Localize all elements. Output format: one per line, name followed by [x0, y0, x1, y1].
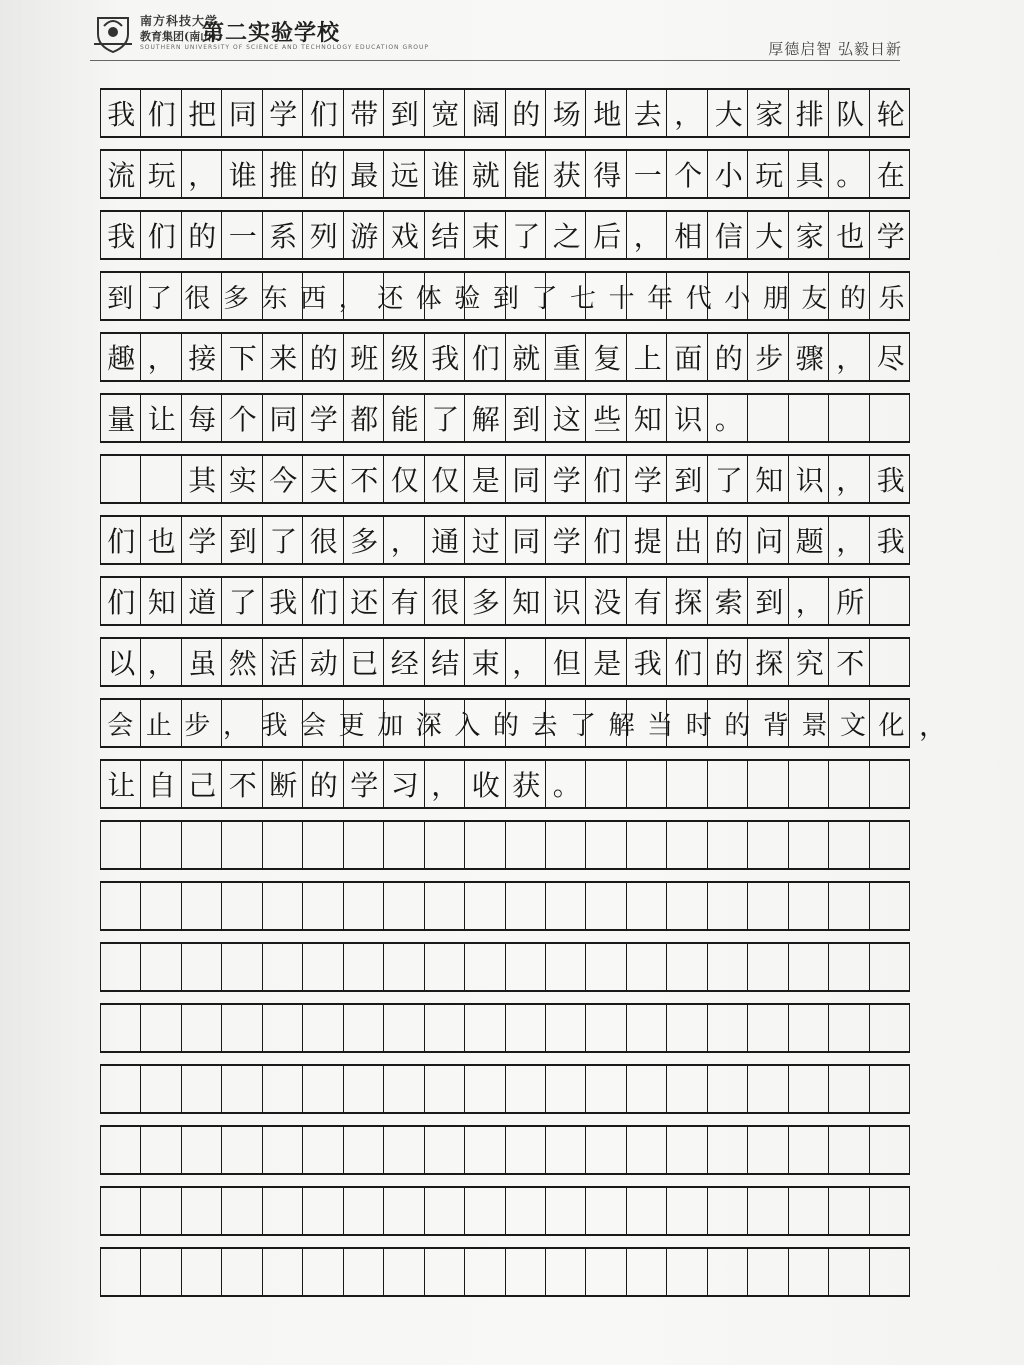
grid-cell — [829, 944, 869, 990]
school-header — [0, 0, 1024, 70]
grid-cell — [344, 822, 384, 868]
grid-cell — [344, 1249, 384, 1295]
grid-row — [100, 881, 910, 931]
grid-row — [100, 1186, 910, 1236]
grid-cell — [263, 822, 303, 868]
grid-cell — [870, 1066, 910, 1112]
grid-cell — [627, 1127, 667, 1173]
grid-cell — [506, 1066, 546, 1112]
writing-grid — [100, 88, 948, 1308]
grid-cell — [789, 1188, 829, 1234]
grid-cell — [465, 1066, 505, 1112]
grid-cell — [263, 1249, 303, 1295]
grid-cell — [344, 883, 384, 929]
grid-cell — [708, 1127, 748, 1173]
grid-cell — [425, 1249, 465, 1295]
grid-cell — [708, 883, 748, 929]
grid-row — [100, 454, 910, 504]
grid-cell — [586, 883, 626, 929]
grid-cell — [789, 1005, 829, 1051]
grid-cell — [263, 1066, 303, 1112]
grid-row — [100, 271, 910, 321]
grid-cell — [101, 944, 141, 990]
school-logo-icon — [90, 8, 136, 54]
grid-cell — [627, 1066, 667, 1112]
grid-cell — [465, 1127, 505, 1173]
grid-cell — [829, 1066, 869, 1112]
grid-cell — [465, 883, 505, 929]
grid-cell — [303, 1188, 343, 1234]
grid-cell — [384, 1066, 424, 1112]
grid-row — [100, 759, 910, 809]
grid-cell — [667, 822, 707, 868]
grid-cell — [101, 1127, 141, 1173]
grid-cell — [506, 1188, 546, 1234]
grid-cell — [141, 1127, 181, 1173]
grid-cell — [667, 1188, 707, 1234]
grid-cell — [870, 883, 910, 929]
grid-cell — [546, 883, 586, 929]
grid-row — [100, 515, 910, 565]
grid-cell — [384, 944, 424, 990]
grid-row — [100, 637, 910, 687]
school-line-1: 南方科技大学 — [140, 14, 219, 28]
grid-cell — [870, 822, 910, 868]
grid-cell — [748, 1188, 788, 1234]
grid-cell — [546, 944, 586, 990]
grid-row — [100, 149, 910, 199]
grid-cell — [789, 1249, 829, 1295]
grid-cell — [425, 883, 465, 929]
grid-cell — [667, 883, 707, 929]
grid-row — [100, 576, 910, 626]
grid-cell — [748, 1249, 788, 1295]
grid-cell — [789, 944, 829, 990]
grid-cell — [506, 1005, 546, 1051]
grid-row — [100, 698, 948, 748]
grid-cell — [870, 1249, 910, 1295]
grid-cell — [829, 1249, 869, 1295]
grid-cell — [789, 822, 829, 868]
grid-cell — [829, 822, 869, 868]
grid-cell — [101, 1188, 141, 1234]
grid-cell — [303, 944, 343, 990]
grid-cell — [182, 1005, 222, 1051]
grid-cell — [465, 944, 505, 990]
essay-line: 其 实 今 天 不 仅 仅 是 同 学 们 学 到 了 知 识 ， 我 — [188, 464, 905, 497]
grid-cell — [829, 1005, 869, 1051]
grid-cell — [546, 822, 586, 868]
grid-cell — [546, 1066, 586, 1112]
grid-row — [100, 393, 910, 443]
essay-line: 让 自 己 不 断 的 学 习 ， 收 获 。 — [107, 769, 581, 802]
grid-cell — [141, 1188, 181, 1234]
grid-cell — [182, 1188, 222, 1234]
grid-cell — [182, 822, 222, 868]
essay-line: 流 玩 ， 谁 推 的 最 远 谁 就 能 获 得 一 个 小 玩 具 。 在 — [107, 159, 905, 192]
grid-cell — [586, 1005, 626, 1051]
grid-cell — [586, 1249, 626, 1295]
grid-cell — [789, 1066, 829, 1112]
grid-cell — [384, 1249, 424, 1295]
grid-row — [100, 1125, 910, 1175]
grid-cell — [465, 1188, 505, 1234]
grid-cell — [708, 1188, 748, 1234]
essay-line: 以 ， 虽 然 活 动 已 经 结 束 ， 但 是 我 们 的 探 究 不 — [107, 647, 865, 680]
grid-cell — [222, 1005, 262, 1051]
grid-cell — [586, 1188, 626, 1234]
school-line-2: 教育集团(南山) — [140, 30, 217, 43]
grid-cell — [344, 1188, 384, 1234]
grid-cell — [506, 883, 546, 929]
school-motto: 厚德启智 弘毅日新 — [768, 40, 902, 58]
grid-cell — [870, 1005, 910, 1051]
grid-cell — [748, 883, 788, 929]
essay-line: 会 止 步 ， 我 会 更 加 深 入 的 去 了 解 当 时 的 背 景 文 化 — [107, 710, 905, 741]
grid-cell — [222, 1066, 262, 1112]
grid-cell — [667, 1127, 707, 1173]
grid-cell — [263, 883, 303, 929]
grid-cell — [627, 883, 667, 929]
grid-cell — [384, 1188, 424, 1234]
grid-cell — [222, 944, 262, 990]
grid-cell — [101, 883, 141, 929]
grid-cell — [384, 883, 424, 929]
grid-cell — [222, 883, 262, 929]
grid-cell — [141, 944, 181, 990]
grid-cell — [748, 1005, 788, 1051]
grid-cell — [303, 1066, 343, 1112]
grid-cell — [627, 1249, 667, 1295]
grid-row — [100, 210, 910, 260]
grid-cell — [870, 1127, 910, 1173]
grid-cell — [870, 1188, 910, 1234]
grid-cell — [101, 1249, 141, 1295]
grid-cell — [708, 1066, 748, 1112]
essay-line: 趣 ， 接 下 来 的 班 级 我 们 就 重 复 上 面 的 步 骤 ， 尽 — [107, 342, 905, 375]
grid-cell — [101, 1005, 141, 1051]
grid-cell — [182, 1127, 222, 1173]
grid-cell — [263, 944, 303, 990]
essay-line: 们 知 道 了 我 们 还 有 很 多 知 识 没 有 探 索 到 ， 所 — [107, 586, 865, 619]
essay-line: 我 们 把 同 学 们 带 到 宽 阔 的 场 地 去 ， 大 家 排 队 轮 — [107, 98, 905, 131]
grid-row — [100, 820, 910, 870]
grid-cell — [222, 1188, 262, 1234]
grid-cell — [182, 1249, 222, 1295]
grid-cell — [425, 1188, 465, 1234]
grid-cell — [303, 1249, 343, 1295]
grid-cell — [506, 944, 546, 990]
grid-row — [100, 1064, 910, 1114]
grid-cell — [627, 1005, 667, 1051]
grid-cell — [829, 1188, 869, 1234]
grid-cell — [222, 822, 262, 868]
school-english-name: SOUTHERN UNIVERSITY OF SCIENCE AND TECHNOLOGY EDUCATION GROUP — [140, 44, 429, 51]
grid-cell — [829, 1127, 869, 1173]
grid-row — [100, 942, 910, 992]
grid-cell — [748, 1066, 788, 1112]
grid-cell — [748, 944, 788, 990]
grid-cell — [182, 883, 222, 929]
grid-cell — [141, 1066, 181, 1112]
grid-cell — [708, 1249, 748, 1295]
grid-cell — [425, 1127, 465, 1173]
grid-cell — [344, 944, 384, 990]
grid-cell — [303, 1005, 343, 1051]
school-name: 第二实验学校 — [202, 20, 341, 46]
grid-cell — [101, 1066, 141, 1112]
grid-cell — [789, 883, 829, 929]
grid-cell — [222, 1127, 262, 1173]
grid-cell — [586, 1066, 626, 1112]
margin-punctuation: ， — [919, 709, 948, 742]
grid-cell — [667, 1066, 707, 1112]
grid-cell — [546, 1249, 586, 1295]
grid-row — [100, 332, 910, 382]
grid-cell — [303, 883, 343, 929]
grid-cell — [627, 822, 667, 868]
grid-cell — [708, 822, 748, 868]
grid-cell — [425, 1005, 465, 1051]
grid-cell — [384, 822, 424, 868]
grid-cell — [425, 1066, 465, 1112]
header-divider — [90, 60, 900, 61]
grid-cell — [465, 1249, 505, 1295]
grid-cell — [263, 1188, 303, 1234]
grid-cell — [708, 1005, 748, 1051]
grid-cell — [506, 822, 546, 868]
grid-cell — [344, 1127, 384, 1173]
grid-cell — [303, 1127, 343, 1173]
grid-cell — [344, 1005, 384, 1051]
grid-cell — [546, 1005, 586, 1051]
grid-row — [100, 88, 910, 138]
grid-cell — [465, 1005, 505, 1051]
grid-cell — [627, 1188, 667, 1234]
essay-line: 们 也 学 到 了 很 多 ， 通 过 同 学 们 提 出 的 问 题 ， 我 — [107, 525, 905, 558]
grid-cell — [141, 1249, 181, 1295]
grid-cell — [263, 1005, 303, 1051]
grid-cell — [667, 1005, 707, 1051]
grid-cell — [829, 883, 869, 929]
grid-cell — [425, 944, 465, 990]
grid-cell — [789, 1127, 829, 1173]
grid-cell — [101, 822, 141, 868]
grid-cell — [667, 944, 707, 990]
grid-cell — [263, 1127, 303, 1173]
grid-cell — [748, 822, 788, 868]
grid-cell — [182, 944, 222, 990]
grid-cell — [303, 822, 343, 868]
essay-line: 我 们 的 一 系 列 游 戏 结 束 了 之 后 ， 相 信 大 家 也 学 — [107, 220, 905, 253]
grid-cell — [586, 1127, 626, 1173]
grid-cell — [506, 1249, 546, 1295]
grid-cell — [627, 944, 667, 990]
grid-cell — [344, 1066, 384, 1112]
grid-cell — [141, 883, 181, 929]
grid-cell — [546, 1188, 586, 1234]
grid-cell — [384, 1005, 424, 1051]
grid-cell — [465, 822, 505, 868]
grid-cell — [425, 822, 465, 868]
grid-cell — [141, 822, 181, 868]
grid-cell — [222, 1249, 262, 1295]
grid-cell — [546, 1127, 586, 1173]
grid-row — [100, 1247, 910, 1297]
grid-cell — [182, 1066, 222, 1112]
essay-line: 量 让 每 个 同 学 都 能 了 解 到 这 些 知 识 。 — [107, 403, 743, 436]
grid-cell — [384, 1127, 424, 1173]
grid-cell — [506, 1127, 546, 1173]
grid-cell — [748, 1127, 788, 1173]
grid-cell — [667, 1249, 707, 1295]
grid-cell — [708, 944, 748, 990]
grid-cell — [586, 822, 626, 868]
grid-cell — [141, 1005, 181, 1051]
essay-line: 到 了 很 多 东 西 ， 还 体 验 到 了 七 十 年 代 小 朋 友 的 乐 — [107, 283, 905, 314]
grid-row — [100, 1003, 910, 1053]
grid-cell — [586, 944, 626, 990]
grid-cell — [870, 944, 910, 990]
